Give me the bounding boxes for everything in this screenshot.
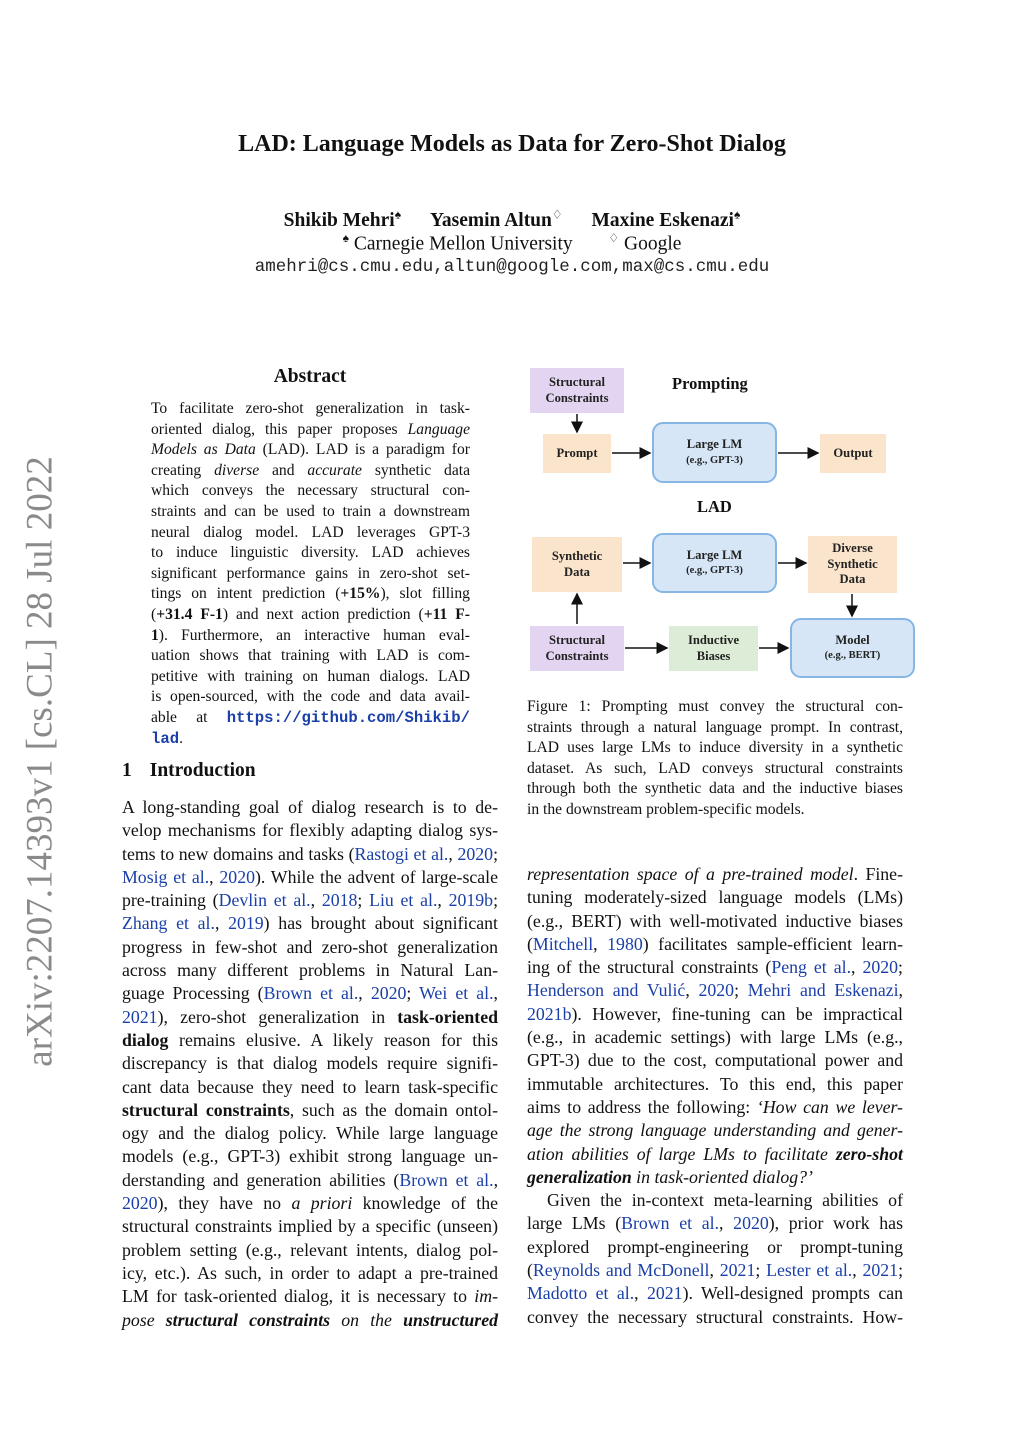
abstract-heading: Abstract [273,366,347,387]
text-segment: which conveys the necessary structural con- [151,482,470,500]
citation-link[interactable]: 2020 [122,1193,158,1214]
citation-link[interactable]: 2021 [647,1283,683,1304]
text-line [527,1166,903,1189]
box-subtitle: (e.g., GPT-3) [686,454,743,466]
text-segment: ). Furthermore, an interactive human eval- [158,626,470,644]
text-segment: petitive with training on human dialogs. [151,667,438,685]
citation-link[interactable]: Brown et al. [263,983,359,1004]
text-segment: , [898,980,903,1001]
text-line [151,420,470,441]
text-segment: icy, etc.). As such, in order to adapt a pre-trained [122,1262,498,1283]
text-line [527,779,903,800]
text-line [122,1215,498,1238]
citation-link[interactable]: 2020 [370,983,407,1004]
introduction-body [122,796,498,1332]
citation-link[interactable]: Wei et al. [419,983,494,1004]
text-line [527,1119,903,1142]
text-segment: ogy and the dialog policy. While large language [122,1123,498,1144]
citation-link[interactable]: 2021b [527,1003,572,1024]
text-line [151,646,470,667]
text-line [527,1073,903,1096]
text-segment: , [209,866,220,887]
text-line [122,912,498,935]
affiliation: Google [624,233,682,255]
abstract-body [151,399,470,749]
citation-link[interactable]: 2020 [733,1213,769,1234]
text-segment: Language [407,420,470,438]
text-line [122,959,498,982]
author-name: Shikib Mehri [283,209,395,231]
text-segment: in task-oriented dialog?’ [631,1166,813,1187]
text-line [527,697,903,718]
author-emails: amehri@cs.cmu.edu,altun@google.com,max@cs.cmu.edu [254,257,770,277]
text-segment: and [259,461,308,479]
text-line [527,956,903,979]
text-line [527,1026,903,1049]
text-line [151,543,470,564]
author-list [0,207,1024,232]
spade-icon: ♠ [733,207,741,221]
citation-link[interactable]: 2021 [122,1006,158,1027]
author [283,207,402,231]
citation-link[interactable]: 2019b [448,890,494,911]
text-segment: pose [122,1309,166,1330]
text-segment: to induce linguistic diversity. [151,544,372,562]
author [591,207,741,231]
text-line [122,1052,498,1075]
box-title: Model [835,632,870,647]
citation-link[interactable]: 2021 [862,1260,899,1281]
text-line [527,1049,903,1072]
citation-link[interactable]: Reynolds and McDonell [532,1260,710,1281]
text-segment: on the [330,1309,404,1330]
paper-title [0,131,1024,158]
text-segment: +15% [340,585,381,603]
citation-link[interactable]: Mitchell [532,933,594,954]
text-segment: problem setting (e.g., relevant intents, dialog pol- [122,1239,498,1260]
text-segment: ), slot filling [380,585,470,603]
citation-link[interactable]: 2020 [862,957,899,978]
box-title: Large LM [686,547,743,562]
citation-link[interactable]: 2020 [457,843,494,864]
text-segment: ; [357,890,370,911]
text-line [122,796,498,819]
text-segment: ; [406,983,420,1004]
text-segment: derstanding and generation abilities ( [122,1169,400,1190]
citation-link[interactable]: 2018 [321,890,358,911]
text-line [527,1212,903,1235]
text-segment: neural dialog model. [151,523,312,541]
text-segment: age the strong language understanding and gener- [527,1120,903,1141]
author [429,207,563,231]
text-segment: , [214,913,229,934]
text-segment: structural constraints [165,1309,331,1330]
text-segment: is a paradigm for [347,441,470,459]
text-line [527,1259,903,1282]
text-line [122,1192,498,1215]
text-segment: is com- [408,647,470,665]
text-segment: guage Processing ( [122,983,264,1004]
text-segment: +31.4 F-1 [156,605,223,623]
text-segment: ( [255,441,268,459]
text-segment: velop mechanisms for flexibly adapting dialog sys- [122,820,498,841]
text-segment: im- [474,1286,498,1307]
text-segment: LAD [315,441,348,459]
text-segment: dataset. As such, [527,759,659,777]
text-segment: ), prior work has [768,1213,903,1234]
citation-link[interactable]: Mosig et al. [122,866,210,887]
text-segment: ) has brought about significant [263,913,498,934]
text-segment: ; [734,980,748,1001]
text-line [527,1306,903,1329]
text-segment: ). While the advent of large-scale [254,866,499,887]
text-segment: significant performance gains in zero-shot set- [151,564,470,582]
text-segment: ). [299,441,316,459]
text-segment: straints and can be used to train a downstream [151,502,470,520]
text-segment: , [358,983,371,1004]
text-segment: across many different problems in Natural Lan- [122,960,498,981]
text-segment: leverages GPT-3 [343,523,471,541]
text-segment: Models as Data [151,441,256,459]
text-line [151,564,470,585]
section-heading-introduction [122,760,256,782]
text-segment: structural constraints implied by a specific (unseen) [122,1216,498,1237]
text-line [527,1143,903,1166]
text-segment: , [634,1283,647,1304]
text-line [122,1262,498,1285]
text-segment: ) and next action prediction ( [222,605,424,623]
text-segment: ; [898,957,903,978]
text-line [122,1169,498,1192]
text-segment: aims to address the following: [527,1096,757,1117]
text-line [151,523,470,544]
text-segment: task-oriented [397,1006,498,1027]
text-segment: unstructured [403,1309,498,1330]
text-line [122,1285,498,1308]
text-segment: oriented dialog, this paper proposes [151,420,408,438]
text-line [122,889,498,912]
text-segment: discrepancy is that dialog models require signifi- [122,1053,498,1074]
text-line [122,819,498,842]
citation-link[interactable]: 2020 [219,866,255,887]
text-line [151,440,470,461]
citation-link[interactable]: Brown et al. [399,1169,494,1190]
affiliation: Carnegie Mellon University [353,233,573,255]
citation-link[interactable]: 2019 [228,913,264,934]
text-segment: creating [151,461,215,479]
citation-link[interactable]: Lester et al. [766,1260,853,1281]
citation-link[interactable]: lad [151,729,180,748]
text-segment: LAD [376,647,409,665]
author-name: Yasemin Altun [429,209,552,231]
text-segment: To facilitate zero-shot generalization in task- [151,400,470,417]
text-segment: ). Well-designed prompts can [682,1283,903,1304]
text-line [151,605,470,626]
text-line [527,933,903,956]
text-segment: ) facilitates sample-efficient learn- [642,933,903,954]
diamond-icon: ♢ [551,207,563,221]
text-line [151,729,470,750]
text-line [527,738,903,759]
text-segment: , [593,933,608,954]
text-line [122,1122,498,1145]
text-segment: LAD [371,544,404,562]
text-line [122,1309,498,1332]
text-segment: diverse [214,461,260,479]
text-segment: , [437,890,449,911]
text-segment: ( [151,605,157,623]
text-line [527,1282,903,1305]
text-segment: tems to new domains and tasks ( [122,843,355,864]
text-line [122,1099,498,1122]
text-line [527,863,903,886]
text-line [151,626,470,647]
citation-link[interactable]: Henderson and Vulić [527,980,686,1001]
text-line [151,502,470,523]
text-segment: zero-shot [835,1143,903,1164]
text-segment: representation space of a pre-trained model [527,864,854,884]
text-segment: ; [493,890,499,911]
text-segment: ; [898,1260,904,1281]
text-line [527,1189,903,1212]
citation-link[interactable]: 2020 [698,980,735,1001]
text-line [122,1029,498,1052]
text-segment: structural constraints [122,1099,290,1120]
right-column-body [527,863,903,1329]
text-segment: +11 F- [423,605,470,623]
text-segment: knowledge of the [352,1193,499,1214]
figure-label-prompting: Prompting [672,374,748,393]
box-large-lm-bottom [652,533,777,593]
text-line [122,1076,498,1099]
citation-link[interactable]: Madotto et al. [527,1283,635,1304]
text-segment: tuning moderately-sized language models (LMs) [527,887,903,908]
text-line [151,667,470,688]
text-segment: , [685,980,699,1001]
text-line [527,1236,903,1259]
section-title: Introduction [149,760,256,781]
box-title: Large LM [686,437,743,451]
box-diverse-synthetic-data: Diverse Synthetic Data [808,536,897,593]
text-segment: ; [493,843,499,864]
text-segment: ), they have no [157,1193,292,1214]
text-segment: achieves [403,544,470,562]
text-segment: progress in few-shot and zero-shot generalization [122,936,498,957]
text-segment: , [310,890,322,911]
box-large-lm-top [652,422,777,483]
text-segment: ing of the structural constraints ( [527,957,772,978]
text-line [122,843,498,866]
text-segment: Given the in-context meta-learning abilities of [547,1190,903,1211]
text-segment: straints through a natural language prompt. In contrast, [527,718,903,736]
text-segment: LAD [527,739,560,757]
citation-link[interactable]: Brown et al. [621,1213,720,1234]
text-segment: ; [755,1260,767,1281]
text-segment: tings on intent prediction ( [151,585,341,603]
box-synthetic-data: Synthetic Data [532,537,622,592]
text-segment: accurate [307,461,362,479]
text-segment: through both the synthetic data and the inductive biases [527,780,903,798]
text-segment: explored prompt-engineering or prompt-tuning [527,1236,903,1257]
text-segment: ). However, fine-tuning can be impractical [571,1003,903,1024]
author-name: Maxine Eskenazi [591,209,734,231]
citation-link[interactable]: 2021 [719,1260,756,1281]
figure-label-lad: LAD [697,497,732,516]
arxiv-identifier: arXiv:2207.14393v1 [cs.CL] 28 Jul 2022 [19,456,61,1067]
citation-link[interactable]: Peng et al. [771,957,852,978]
box-prompt: Prompt [543,434,611,473]
text-line [151,687,470,708]
text-segment: models (e.g., GPT-3) exhibit strong language un- [122,1146,498,1167]
text-segment: synthetic data [361,461,470,479]
text-line [527,910,903,933]
text-line [527,759,903,780]
text-segment: LAD [658,759,691,777]
spade-icon: ♠ [394,207,402,221]
text-segment: Figure 1: Prompting must convey the structural con- [527,698,903,715]
text-segment: (e.g., in academic settings) with large LMs (e.g., [527,1027,903,1048]
text-segment: able at [151,708,227,726]
text-line [122,1145,498,1168]
box-structural-constraints-bottom: Structural Constraints [530,626,624,671]
text-segment: ‘How can we lever- [756,1096,903,1117]
text-segment: , [709,1260,720,1281]
citation-link[interactable]: Rastogi et al. [354,843,449,864]
text-segment: generalization [527,1166,632,1187]
text-segment: uses large LMs to induce diversity in a synthetic [559,739,903,757]
text-segment: , [851,957,863,978]
text-segment: pre-training ( [122,890,219,911]
text-segment: LAD [311,523,344,541]
text-line [122,1239,498,1262]
text-segment: (e.g., BERT) with well-motivated inductive biases [527,910,903,931]
box-inductive-biases: Inductive Biases [669,626,758,671]
text-segment: convey the necessary structural constraints. How- [527,1306,903,1327]
text-segment: LM for task-oriented dialog, it is necessary to [122,1286,475,1307]
title-text: : Language Models as Data for Zero-Shot Dialog [288,131,786,157]
box-model [790,618,915,678]
text-segment: , [852,1260,863,1281]
text-segment: is open-sourced, with the code and data avail- [151,688,470,706]
box-subtitle: (e.g., GPT-3) [686,565,743,576]
text-line [151,708,470,729]
citation-link[interactable]: 1980 [607,933,643,954]
text-segment: ), zero-shot generalization in [157,1006,398,1027]
text-segment: uation shows that training with [151,647,377,665]
text-line [527,718,903,739]
text-line [527,1003,903,1026]
text-segment: , [493,983,498,1004]
text-line [122,1006,498,1029]
text-line [151,399,470,420]
text-line [151,584,470,605]
text-segment: , such as the domain ontol- [289,1099,498,1120]
diamond-icon: ♢ [608,231,620,245]
box-subtitle: (e.g., BERT) [824,650,881,661]
affiliations [0,231,1024,256]
text-segment: , [448,843,458,864]
text-segment: ( [527,1260,533,1281]
text-segment: . [179,729,183,747]
text-line [122,936,498,959]
citation-link[interactable]: Liu et al. [369,890,438,911]
citation-link[interactable]: Zhang et al. [122,913,215,934]
section-number: 1 [122,760,132,781]
text-line [527,979,903,1002]
text-segment: immutable architectures. To this end, this paper [527,1073,903,1094]
citation-link[interactable]: https://github.com/Shikib/ [226,708,470,727]
citation-link[interactable]: Mehri and Eskenazi [747,980,899,1001]
text-line [527,1096,903,1119]
text-segment: , [493,1169,499,1190]
text-segment: in the downstream problem-specific models. [527,800,805,818]
text-line [527,886,903,909]
text-segment: cant data because they need to learn task-specific [122,1076,498,1097]
text-line [527,800,903,821]
text-line [151,481,470,502]
spade-icon: ♠ [342,231,349,245]
text-line [122,866,498,889]
text-segment: . Fine- [853,864,903,884]
text-segment: conveys structural constraints [690,759,903,777]
text-segment: a priori [291,1193,353,1214]
citation-link[interactable]: Devlin et al. [218,890,311,911]
text-segment: 1 [151,626,159,644]
text-segment: GPT-3) due to the cost, computational power and [527,1050,903,1071]
text-segment: ( [527,933,533,954]
title-acronym: LAD [238,131,289,157]
text-segment: LAD [437,667,470,685]
text-segment: dialog [122,1029,169,1050]
figure-1-caption [527,697,903,821]
text-line [151,461,470,482]
text-segment: , [719,1213,734,1234]
text-segment: large LMs ( [527,1213,622,1234]
text-segment: remains elusive. A likely reason for this [168,1029,498,1050]
text-segment: ation abilities of large LMs to facilitate [527,1143,836,1164]
box-output: Output [820,434,886,473]
text-segment: A long-standing goal of dialog research is to de- [122,797,498,817]
text-line [122,982,498,1005]
text-segment: LAD [267,441,300,459]
box-structural-constraints-top: Structural Constraints [530,368,624,413]
